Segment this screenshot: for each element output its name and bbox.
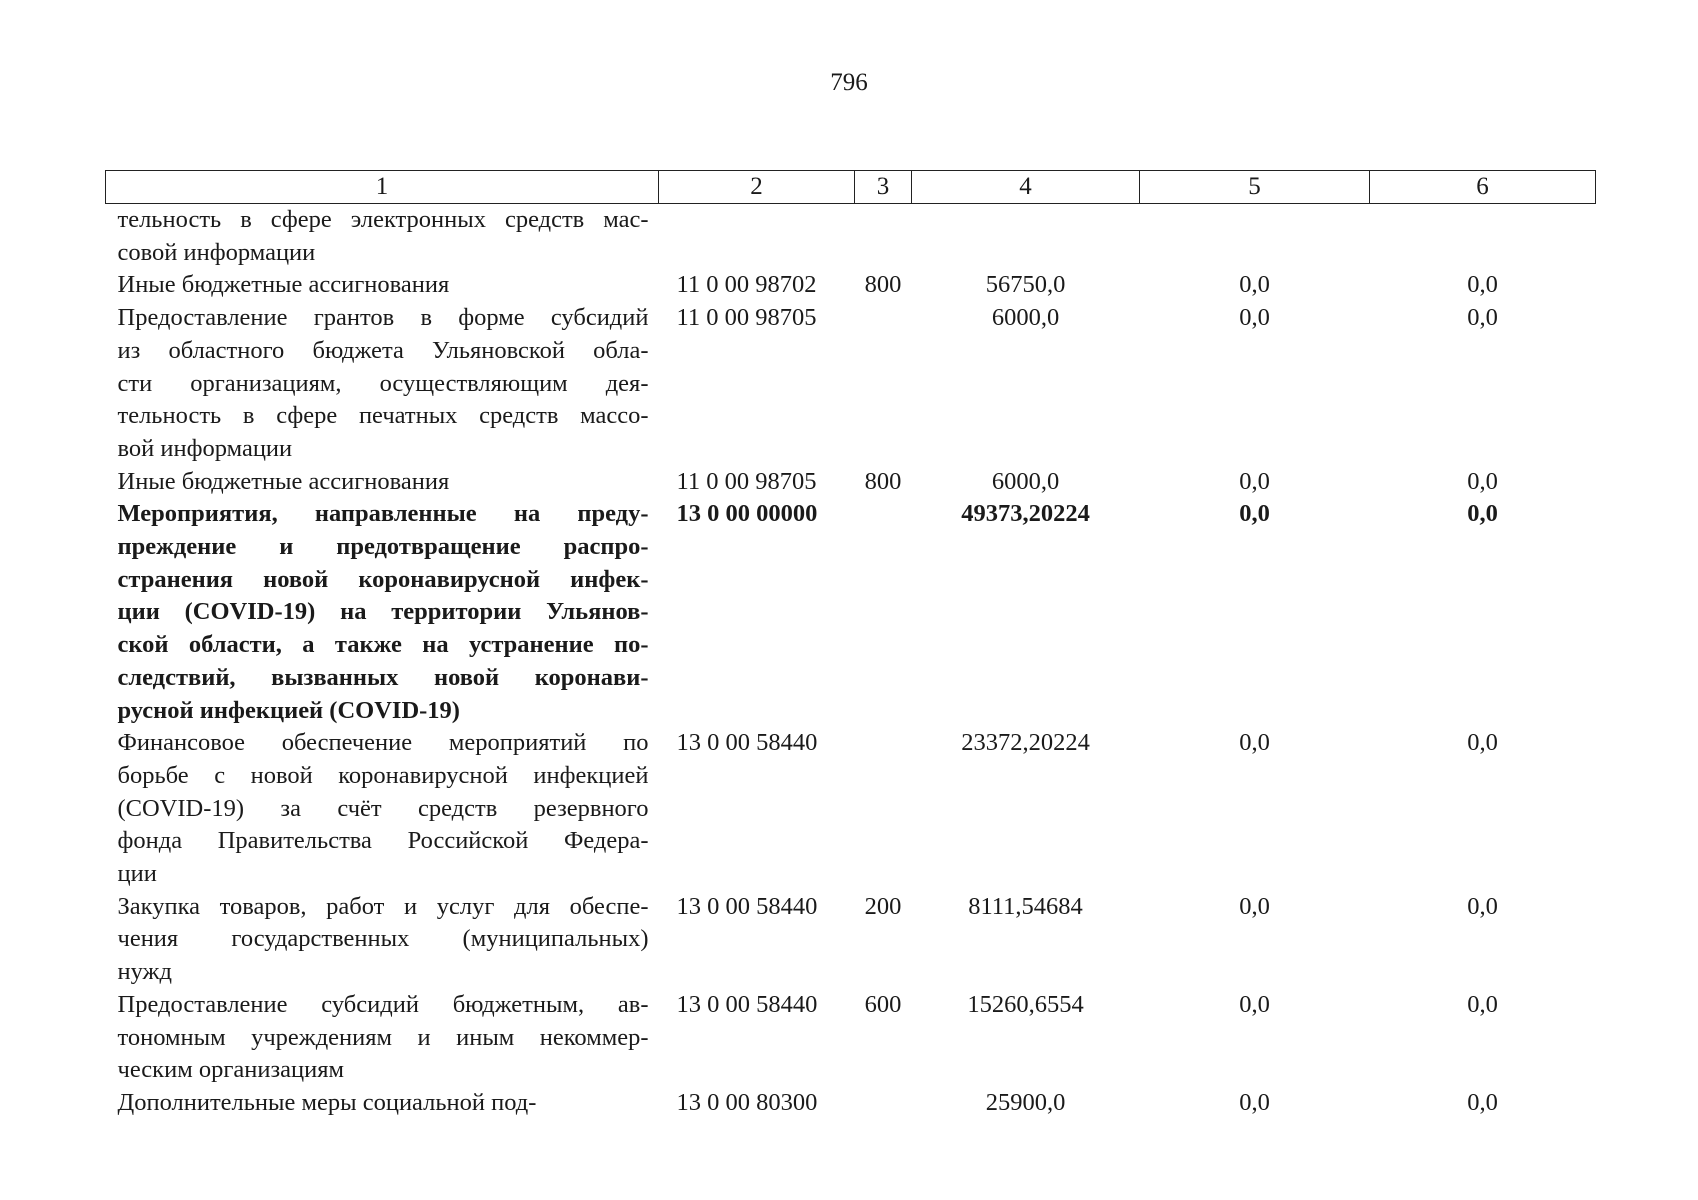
row-name-line: нужд (117, 958, 172, 986)
row-value-col4: 6000,0 (991, 467, 1060, 495)
row-value-col4: 25900,0 (985, 1088, 1066, 1116)
row-value-col5: 0,0 (1239, 304, 1270, 332)
row-value-col6 (1370, 204, 1596, 270)
row-value-col4: 56750,0 (985, 271, 1066, 299)
row-expense-type: 200 (864, 892, 902, 920)
row-name-line: преждение и предотвращение распро- (117, 533, 649, 561)
row-value-col6: 0,0 (1467, 1088, 1498, 1116)
row-value-col4: 8111,54684 (968, 892, 1083, 920)
row-name (106, 727, 659, 891)
row-code: 11 0 00 98705 (676, 467, 817, 495)
row-name-line: тельность в сфере электронных средств мас- (117, 206, 649, 233)
row-name-line: борьбе с новой коронавирусной инфекцией (117, 761, 649, 789)
row-value-col5: 0,0 (1239, 500, 1270, 528)
row-name-line: тономным учреждениям и иным некоммер- (117, 1023, 649, 1051)
row-name (106, 269, 659, 302)
row-code: 13 0 00 58440 (676, 729, 818, 757)
column-header-5: 5 (1140, 171, 1370, 204)
row-name-line: (COVID-19) за счёт средств резервного (117, 794, 649, 822)
row-name (106, 204, 659, 270)
row-name-line: Финансовое обеспечение мероприятий по (117, 729, 649, 757)
table-row (106, 269, 1596, 302)
page-number: 796 (830, 69, 868, 96)
row-code (659, 204, 855, 270)
table-body (106, 204, 1596, 1120)
row-name-line: сти организациям, осуществляющим дея- (117, 369, 649, 397)
table-row (106, 891, 1596, 989)
row-value-col4: 23372,20224 (961, 729, 1090, 757)
row-value-col5: 0,0 (1239, 1088, 1270, 1116)
row-expense-type: 600 (864, 990, 902, 1018)
row-value-col6: 0,0 (1467, 892, 1498, 920)
row-expense-type (855, 498, 912, 727)
row-name-line: из областного бюджета Ульяновской обла- (117, 336, 649, 364)
row-value-col5: 0,0 (1239, 892, 1270, 920)
table-row (106, 466, 1596, 499)
row-name-line: Закупка товаров, работ и услуг для обеспе- (117, 892, 649, 920)
row-expense-type (855, 1087, 912, 1120)
row-name-line: ской области, а также на устранение по- (117, 631, 649, 659)
row-value-col6: 0,0 (1467, 729, 1498, 757)
row-code: 13 0 00 58440 (676, 892, 818, 920)
row-value-col4: 15260,6554 (967, 990, 1084, 1018)
row-name-line: Предоставление субсидий бюджетным, ав- (117, 990, 649, 1018)
table-row (106, 498, 1596, 727)
row-value-col5: 0,0 (1239, 729, 1270, 757)
row-name-line: странения новой коронавирусной инфек- (117, 565, 649, 593)
row-value-col6: 0,0 (1467, 271, 1498, 299)
row-name-line: Предоставление грантов в форме субсидий (117, 304, 649, 332)
row-value-col5 (1140, 204, 1370, 270)
table-row (106, 1087, 1596, 1120)
row-value-col4: 6000,0 (991, 304, 1060, 332)
row-value-col4: 49373,20224 (961, 500, 1090, 528)
header-row (106, 171, 1596, 204)
row-name (106, 891, 659, 989)
column-header-2: 2 (659, 171, 855, 204)
row-value-col6: 0,0 (1467, 304, 1498, 332)
row-code: 11 0 00 98702 (676, 271, 817, 299)
row-value-col5: 0,0 (1239, 271, 1270, 299)
row-expense-type (855, 727, 912, 891)
table-row (106, 727, 1596, 891)
row-name-line: следствий, вызванных новой коронави- (117, 663, 649, 691)
row-expense-type: 800 (864, 271, 902, 299)
row-value-col5: 0,0 (1239, 467, 1270, 495)
table-row (106, 204, 1596, 270)
row-value-col4 (912, 204, 1140, 270)
row-name-line: ции (117, 860, 157, 888)
row-value-col6: 0,0 (1467, 500, 1498, 528)
row-name (106, 1087, 659, 1120)
row-name-line: фонда Правительства Российской Федера- (117, 827, 649, 855)
row-name (106, 466, 659, 499)
row-code: 13 0 00 58440 (676, 990, 818, 1018)
row-name-line: ческим организациям (117, 1056, 345, 1084)
row-expense-type (855, 204, 912, 270)
row-name (106, 989, 659, 1087)
row-name-line: Иные бюджетные ассигнования (117, 467, 450, 495)
column-header-6: 6 (1370, 171, 1596, 204)
row-code: 13 0 00 80300 (676, 1088, 818, 1116)
budget-table (105, 170, 1596, 1120)
table-row (106, 989, 1596, 1087)
table-row (106, 302, 1596, 466)
row-name-line: Дополнительные меры социальной под- (117, 1088, 537, 1116)
row-name-line: вой информации (117, 434, 293, 462)
row-value-col5: 0,0 (1239, 990, 1270, 1018)
row-expense-type: 800 (864, 467, 902, 495)
row-code: 13 0 00 00000 (676, 500, 818, 528)
table-header (106, 171, 1596, 204)
row-name-line: чения государственных (муниципальных) (117, 925, 649, 953)
row-name-line: ции (COVID-19) на территории Ульянов- (117, 598, 649, 626)
column-header-4: 4 (912, 171, 1140, 204)
row-code: 11 0 00 98705 (676, 304, 817, 332)
column-header-3: 3 (855, 171, 912, 204)
row-name-line: совой информации (117, 238, 316, 266)
row-name-line: Иные бюджетные ассигнования (117, 271, 450, 299)
row-value-col6: 0,0 (1467, 990, 1498, 1018)
row-name-line: Мероприятия, направленные на преду- (117, 500, 649, 528)
row-expense-type (855, 302, 912, 466)
row-name (106, 302, 659, 466)
row-value-col6: 0,0 (1467, 467, 1498, 495)
row-name-line: русной инфекцией (COVID-19) (117, 696, 460, 724)
column-header-1: 1 (106, 171, 659, 204)
row-name (106, 498, 659, 727)
row-name-line: тельность в сфере печатных средств массо- (117, 402, 649, 430)
budget-table-container (105, 170, 1595, 1120)
